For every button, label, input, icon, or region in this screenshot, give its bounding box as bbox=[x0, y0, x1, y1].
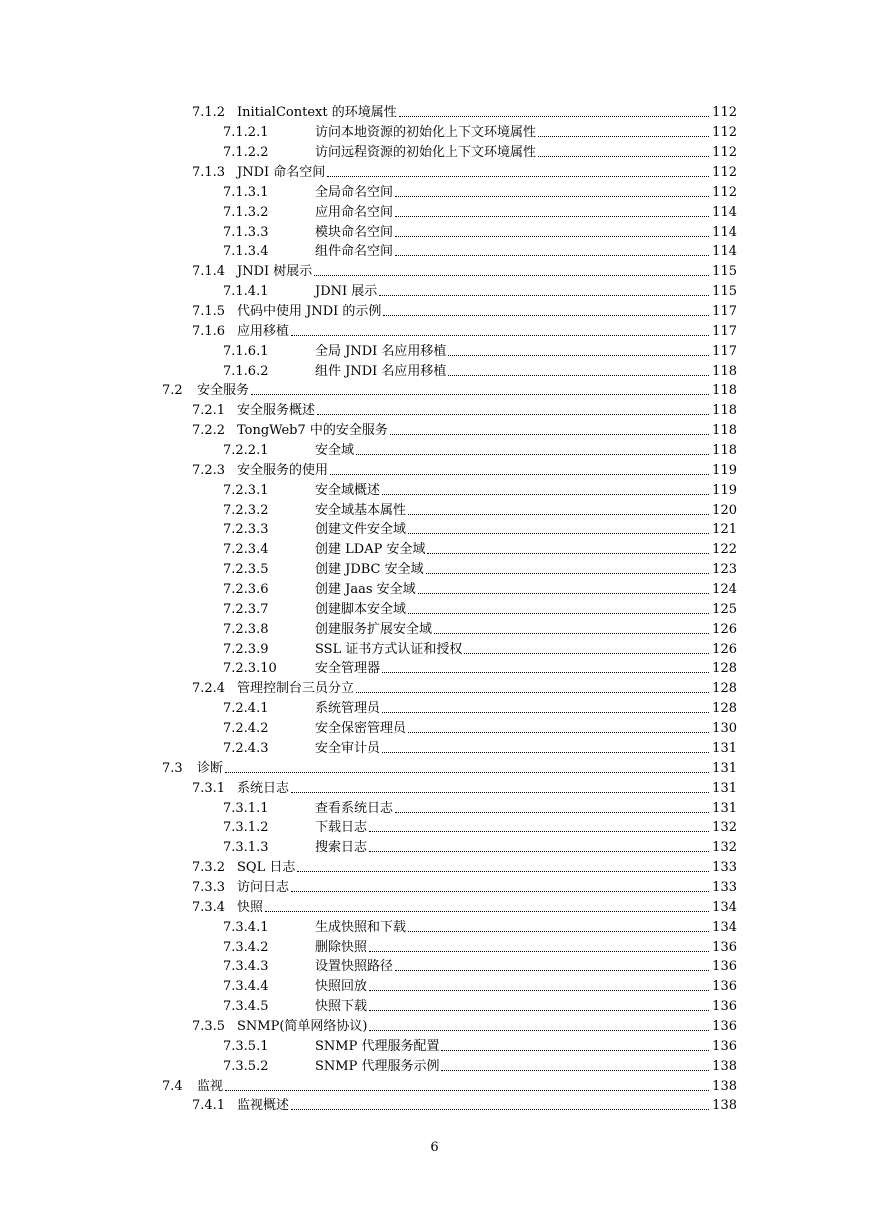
toc-entry[interactable] bbox=[0, 997, 869, 1017]
dot-leader bbox=[297, 871, 709, 872]
dot-leader bbox=[251, 394, 709, 395]
toc-entry-number: 7.2.2.1 bbox=[223, 443, 269, 459]
toc-entry-title: SNMP 代理服务配置 bbox=[315, 1038, 440, 1054]
toc-entry-title: 创建 Jaas 安全域 bbox=[315, 582, 416, 598]
dot-leader bbox=[379, 295, 709, 296]
toc-entry-title: TongWeb7 中的安全服务 bbox=[237, 423, 388, 439]
toc-entry[interactable] bbox=[0, 401, 869, 421]
toc-entry-number: 7.3.5 bbox=[192, 1018, 226, 1034]
toc-entry-page: 124 bbox=[712, 582, 737, 598]
dot-leader bbox=[356, 454, 709, 455]
toc-entry-page: 125 bbox=[712, 601, 737, 617]
toc-entry-page: 118 bbox=[712, 443, 737, 459]
toc-entry-page: 133 bbox=[712, 860, 737, 876]
toc-entry[interactable] bbox=[0, 619, 869, 639]
toc-entry-title: 组件命名空间 bbox=[315, 244, 394, 260]
toc-entry-number: 7.1.6.2 bbox=[223, 363, 269, 379]
toc-entry-number: 7.2.3.3 bbox=[223, 522, 269, 538]
toc-entry-page: 114 bbox=[712, 244, 737, 260]
toc-entry-page: 138 bbox=[712, 1058, 737, 1074]
dot-leader bbox=[327, 176, 709, 177]
toc-entry[interactable] bbox=[0, 182, 869, 202]
toc-entry-number: 7.4 bbox=[162, 1078, 183, 1094]
dot-leader bbox=[434, 633, 709, 634]
dot-leader bbox=[291, 891, 709, 892]
toc-entry[interactable] bbox=[0, 858, 869, 878]
toc-entry-number: 7.2.4 bbox=[192, 681, 226, 697]
dot-leader bbox=[225, 772, 709, 773]
toc-entry-page: 118 bbox=[712, 383, 737, 399]
dot-leader bbox=[426, 573, 709, 574]
dot-leader bbox=[395, 970, 709, 971]
toc-entry-title: 安全管理器 bbox=[315, 661, 381, 677]
toc-entry-number: 7.2.3.1 bbox=[223, 482, 269, 498]
toc-entry-page: 131 bbox=[712, 800, 737, 816]
dot-leader bbox=[382, 712, 709, 713]
toc-entry-page: 126 bbox=[712, 621, 737, 637]
dot-leader bbox=[369, 990, 709, 991]
toc-entry-number: 7.1.6 bbox=[192, 323, 226, 339]
toc-entry-title: 创建文件安全域 bbox=[315, 522, 407, 538]
toc-entry[interactable] bbox=[0, 739, 869, 759]
dot-leader bbox=[418, 593, 709, 594]
toc-entry-page: 131 bbox=[712, 780, 737, 796]
toc-entry[interactable] bbox=[0, 560, 869, 580]
toc-entry-page: 114 bbox=[712, 224, 737, 240]
toc-entry-title: 组件 JNDI 名应用移植 bbox=[315, 363, 447, 379]
toc-entry-title: 安全域基本属性 bbox=[315, 502, 407, 518]
toc-entry-number: 7.2.3 bbox=[192, 462, 226, 478]
toc-entry-number: 7.2.3.10 bbox=[223, 661, 277, 677]
toc-entry[interactable] bbox=[0, 1056, 869, 1076]
dot-leader bbox=[369, 831, 709, 832]
toc-entry-title: 系统日志 bbox=[237, 780, 290, 796]
dot-leader bbox=[291, 792, 709, 793]
toc-entry-title: SQL 日志 bbox=[237, 860, 296, 876]
dot-leader bbox=[369, 951, 709, 952]
toc-entry-number: 7.3.5.2 bbox=[223, 1058, 269, 1074]
dot-leader bbox=[464, 653, 709, 654]
toc-entry-page: 123 bbox=[712, 562, 737, 578]
toc-entry-page: 128 bbox=[712, 681, 737, 697]
toc-entry[interactable] bbox=[0, 798, 869, 818]
toc-entry-title: 安全审计员 bbox=[315, 740, 381, 756]
toc-entry-page: 118 bbox=[712, 363, 737, 379]
dot-leader bbox=[356, 692, 709, 693]
dot-leader bbox=[265, 911, 709, 912]
toc-entry-number: 7.1.4 bbox=[192, 264, 226, 280]
toc-entry-number: 7.2.4.1 bbox=[223, 701, 269, 717]
toc-entry-title: 系统管理员 bbox=[315, 701, 381, 717]
toc-entry-title: 安全服务概述 bbox=[237, 403, 316, 419]
toc-entry-number: 7.1.3.3 bbox=[223, 224, 269, 240]
toc-entry-title: 监视 bbox=[197, 1078, 224, 1094]
toc-entry[interactable] bbox=[0, 500, 869, 520]
toc-entry[interactable] bbox=[0, 540, 869, 560]
page-number: 6 bbox=[430, 1140, 439, 1155]
toc-entry-page: 136 bbox=[712, 939, 737, 955]
toc-entry-number: 7.3.4.1 bbox=[223, 919, 269, 935]
toc-entry-title: 创建 JDBC 安全域 bbox=[315, 562, 424, 578]
toc-entry-number: 7.3.5.1 bbox=[223, 1038, 269, 1054]
toc-entry-page: 112 bbox=[712, 165, 737, 180]
toc-entry[interactable] bbox=[0, 282, 869, 302]
dot-leader bbox=[395, 236, 709, 237]
toc-entry-number: 7.1.4.1 bbox=[223, 284, 269, 300]
toc-entry-title: 快照回放 bbox=[315, 979, 368, 995]
toc-entry-number: 7.2.3.4 bbox=[223, 542, 269, 558]
toc-entry-number: 7.2.3.6 bbox=[223, 582, 269, 598]
toc-entry-number: 7.1.2.1 bbox=[223, 125, 269, 141]
toc-entry[interactable] bbox=[0, 103, 869, 123]
toc-entry-page: 134 bbox=[712, 919, 737, 935]
toc-entry[interactable] bbox=[0, 1036, 869, 1056]
dot-leader bbox=[538, 136, 709, 137]
toc-entry-number: 7.2.3.2 bbox=[223, 502, 269, 518]
toc-entry-page: 134 bbox=[712, 899, 737, 915]
dot-leader bbox=[441, 1070, 709, 1071]
dot-leader bbox=[408, 533, 709, 534]
toc-entry[interactable] bbox=[0, 441, 869, 461]
dot-leader bbox=[408, 732, 709, 733]
toc-entry-title: 快照 bbox=[237, 899, 264, 915]
toc-entry-page: 118 bbox=[712, 423, 737, 439]
toc-entry-number: 7.3.4.5 bbox=[223, 999, 269, 1015]
dot-leader bbox=[314, 275, 709, 276]
toc-entry[interactable] bbox=[0, 719, 869, 739]
dot-leader bbox=[382, 752, 709, 753]
dot-leader bbox=[317, 414, 709, 415]
dot-leader bbox=[291, 335, 709, 336]
toc-entry-page: 117 bbox=[712, 304, 737, 320]
dot-leader bbox=[383, 315, 709, 316]
dot-leader bbox=[382, 672, 709, 673]
toc-entry-title: 安全域 bbox=[315, 443, 355, 459]
toc-entry[interactable] bbox=[0, 599, 869, 619]
dot-leader bbox=[408, 613, 709, 614]
toc-entry-page: 132 bbox=[712, 820, 737, 836]
toc-entry-page: 131 bbox=[712, 740, 737, 756]
toc-entry-page: 128 bbox=[712, 661, 737, 677]
toc-entry-number: 7.3.1 bbox=[192, 780, 226, 796]
toc-entry-number: 7.4.1 bbox=[192, 1098, 226, 1114]
toc-entry-title: 应用移植 bbox=[237, 323, 290, 339]
dot-leader bbox=[408, 514, 709, 515]
toc-entry-number: 7.2 bbox=[162, 383, 183, 399]
toc-entry-page: 131 bbox=[712, 760, 737, 776]
toc-entry-page: 136 bbox=[712, 1038, 737, 1054]
dot-leader bbox=[395, 216, 709, 217]
toc-entry-page: 133 bbox=[712, 879, 737, 895]
toc-entry-page: 138 bbox=[712, 1098, 737, 1114]
toc-entry-page: 128 bbox=[712, 701, 737, 717]
toc-entry-number: 7.1.3 bbox=[192, 165, 226, 180]
toc-entry-number: 7.2.3.8 bbox=[223, 621, 269, 637]
toc-entry[interactable] bbox=[0, 421, 869, 441]
toc-entry-title: 创建服务扩展安全域 bbox=[315, 621, 433, 637]
toc-entry-page: 119 bbox=[712, 482, 737, 498]
toc-entry[interactable] bbox=[0, 1076, 869, 1096]
toc-entry-number: 7.3.4.4 bbox=[223, 979, 269, 995]
dot-leader bbox=[427, 553, 709, 554]
toc-entry-page: 112 bbox=[712, 125, 737, 141]
toc-entry-title: 访问日志 bbox=[237, 879, 290, 895]
toc-entry-title: 生成快照和下载 bbox=[315, 919, 407, 935]
toc-entry-number: 7.3 bbox=[162, 760, 183, 776]
dot-leader bbox=[382, 494, 709, 495]
dot-leader bbox=[330, 474, 709, 475]
table-of-contents bbox=[0, 103, 869, 1116]
toc-entry-page: 112 bbox=[712, 145, 737, 161]
toc-entry-number: 7.2.4.3 bbox=[223, 740, 269, 756]
toc-entry-title: 安全服务的使用 bbox=[237, 462, 329, 478]
toc-entry-number: 7.3.4 bbox=[192, 899, 226, 915]
toc-entry-title: 查看系统日志 bbox=[315, 800, 394, 816]
toc-entry-page: 115 bbox=[712, 264, 737, 280]
toc-entry[interactable] bbox=[0, 361, 869, 381]
dot-leader bbox=[225, 1090, 709, 1091]
toc-entry-page: 120 bbox=[712, 502, 737, 518]
toc-entry-page: 132 bbox=[712, 840, 737, 856]
toc-entry-title: 快照下载 bbox=[315, 999, 368, 1015]
toc-entry-title: 下载日志 bbox=[315, 820, 368, 836]
toc-entry-title: 安全服务 bbox=[197, 383, 250, 399]
dot-leader bbox=[408, 931, 709, 932]
toc-entry[interactable] bbox=[0, 222, 869, 242]
toc-entry-title: 安全域概述 bbox=[315, 482, 381, 498]
toc-entry[interactable] bbox=[0, 778, 869, 798]
dot-leader bbox=[369, 851, 709, 852]
toc-entry-number: 7.2.1 bbox=[192, 403, 226, 419]
toc-entry-number: 7.3.4.2 bbox=[223, 939, 269, 955]
dot-leader bbox=[395, 812, 709, 813]
toc-entry-title: 监视概述 bbox=[237, 1098, 290, 1114]
toc-entry-page: 117 bbox=[712, 343, 737, 359]
dot-leader bbox=[448, 355, 709, 356]
toc-entry-page: 138 bbox=[712, 1078, 737, 1094]
toc-entry-number: 7.1.2.2 bbox=[223, 145, 269, 161]
toc-entry[interactable] bbox=[0, 917, 869, 937]
dot-leader bbox=[538, 156, 709, 157]
toc-entry-number: 7.3.3 bbox=[192, 879, 226, 895]
toc-entry-page: 136 bbox=[712, 979, 737, 995]
toc-entry-number: 7.1.3.2 bbox=[223, 204, 269, 220]
toc-entry[interactable] bbox=[0, 818, 869, 838]
toc-entry-title: JNDI 命名空间 bbox=[237, 165, 326, 180]
toc-entry[interactable] bbox=[0, 381, 869, 401]
toc-entry-title: 创建 LDAP 安全域 bbox=[315, 542, 426, 558]
toc-entry[interactable] bbox=[0, 897, 869, 917]
toc-entry[interactable] bbox=[0, 480, 869, 500]
toc-entry-title: 模块命名空间 bbox=[315, 224, 394, 240]
toc-entry[interactable] bbox=[0, 937, 869, 957]
toc-entry-number: 7.2.3.5 bbox=[223, 562, 269, 578]
toc-entry-title: SNMP 代理服务示例 bbox=[315, 1058, 440, 1074]
toc-entry-page: 126 bbox=[712, 641, 737, 657]
toc-entry-number: 7.3.4.3 bbox=[223, 959, 269, 975]
toc-entry-title: 管理控制台三员分立 bbox=[237, 681, 355, 697]
toc-entry-title: 全局命名空间 bbox=[315, 184, 394, 200]
toc-entry-number: 7.2.4.2 bbox=[223, 721, 269, 737]
toc-entry-number: 7.1.3.1 bbox=[223, 184, 269, 200]
toc-entry[interactable] bbox=[0, 460, 869, 480]
dot-leader bbox=[448, 375, 709, 376]
toc-entry[interactable] bbox=[0, 977, 869, 997]
toc-entry[interactable] bbox=[0, 520, 869, 540]
toc-entry-page: 119 bbox=[712, 462, 737, 478]
toc-entry[interactable] bbox=[0, 123, 869, 143]
toc-entry-page: 112 bbox=[712, 184, 737, 200]
toc-entry[interactable] bbox=[0, 758, 869, 778]
toc-entry-title: 访问本地资源的初始化上下文环境属性 bbox=[315, 125, 537, 141]
toc-entry-page: 112 bbox=[712, 105, 737, 121]
toc-entry[interactable] bbox=[0, 143, 869, 163]
toc-entry[interactable] bbox=[0, 302, 869, 322]
dot-leader bbox=[369, 1030, 709, 1031]
toc-entry-number: 7.3.1.3 bbox=[223, 840, 269, 856]
toc-entry[interactable] bbox=[0, 679, 869, 699]
toc-entry-title: 代码中使用 JNDI 的示例 bbox=[237, 304, 382, 320]
toc-entry-page: 115 bbox=[712, 284, 737, 300]
dot-leader bbox=[369, 1010, 709, 1011]
toc-entry[interactable] bbox=[0, 341, 869, 361]
toc-entry-title: 诊断 bbox=[197, 760, 224, 776]
toc-entry-number: 7.1.3.4 bbox=[223, 244, 269, 260]
dot-leader bbox=[395, 196, 709, 197]
toc-entry-title: 创建脚本安全域 bbox=[315, 601, 407, 617]
toc-entry[interactable] bbox=[0, 163, 869, 183]
toc-entry-page: 117 bbox=[712, 323, 737, 339]
toc-entry-number: 7.3.1.1 bbox=[223, 800, 269, 816]
toc-entry-page: 121 bbox=[712, 522, 737, 538]
toc-entry-title: 搜索日志 bbox=[315, 840, 368, 856]
toc-entry-page: 130 bbox=[712, 721, 737, 737]
toc-entry-title: 安全保密管理员 bbox=[315, 721, 407, 737]
toc-entry[interactable] bbox=[0, 1096, 869, 1116]
toc-entry[interactable] bbox=[0, 321, 869, 341]
toc-entry-title: 设置快照路径 bbox=[315, 959, 394, 975]
toc-entry-page: 136 bbox=[712, 1018, 737, 1034]
toc-entry-title: SSL 证书方式认证和授权 bbox=[315, 641, 463, 657]
toc-entry-number: 7.3.2 bbox=[192, 860, 226, 876]
dot-leader bbox=[399, 116, 709, 117]
dot-leader bbox=[291, 1109, 709, 1110]
toc-entry-title: JNDI 树展示 bbox=[237, 264, 313, 280]
toc-entry[interactable] bbox=[0, 878, 869, 898]
toc-entry-number: 7.1.6.1 bbox=[223, 343, 269, 359]
toc-entry-title: JDNI 展示 bbox=[315, 284, 378, 300]
toc-entry-number: 7.3.1.2 bbox=[223, 820, 269, 836]
toc-entry-title: SNMP(简单网络协议) bbox=[237, 1018, 368, 1034]
dot-leader bbox=[441, 1050, 709, 1051]
dot-leader bbox=[395, 255, 709, 256]
toc-entry-title: InitialContext 的环境属性 bbox=[237, 105, 397, 121]
toc-entry-number: 7.1.5 bbox=[192, 304, 226, 320]
toc-entry-page: 114 bbox=[712, 204, 737, 220]
toc-entry-number: 7.2.3.7 bbox=[223, 601, 269, 617]
toc-entry[interactable] bbox=[0, 639, 869, 659]
toc-entry[interactable] bbox=[0, 659, 869, 679]
toc-entry-page: 136 bbox=[712, 959, 737, 975]
toc-entry-number: 7.2.3.9 bbox=[223, 641, 269, 657]
toc-entry-title: 应用命名空间 bbox=[315, 204, 394, 220]
dot-leader bbox=[390, 434, 709, 435]
toc-entry[interactable] bbox=[0, 580, 869, 600]
toc-entry[interactable] bbox=[0, 242, 869, 262]
toc-entry-page: 118 bbox=[712, 403, 737, 419]
toc-entry[interactable] bbox=[0, 262, 869, 282]
toc-entry[interactable] bbox=[0, 838, 869, 858]
toc-entry-number: 7.2.2 bbox=[192, 423, 226, 439]
toc-entry[interactable] bbox=[0, 699, 869, 719]
toc-entry-title: 访问远程资源的初始化上下文环境属性 bbox=[315, 145, 537, 161]
toc-entry-page: 122 bbox=[712, 542, 737, 558]
toc-entry[interactable] bbox=[0, 957, 869, 977]
toc-entry-title: 删除快照 bbox=[315, 939, 368, 955]
toc-entry[interactable] bbox=[0, 202, 869, 222]
toc-entry-number: 7.1.2 bbox=[192, 105, 226, 121]
toc-entry[interactable] bbox=[0, 1017, 869, 1037]
toc-entry-title: 全局 JNDI 名应用移植 bbox=[315, 343, 447, 359]
toc-entry-page: 136 bbox=[712, 999, 737, 1015]
